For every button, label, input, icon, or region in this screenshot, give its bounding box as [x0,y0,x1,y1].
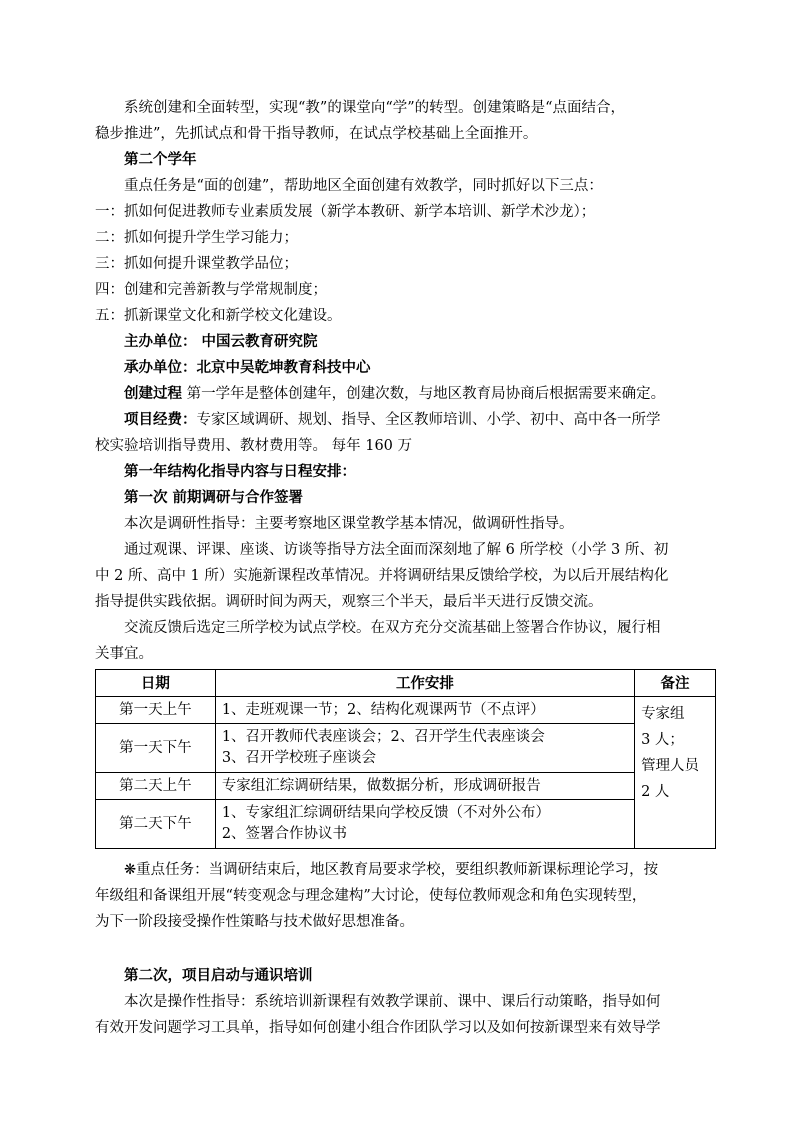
table-row [96,697,716,724]
header-note: 备注 [635,670,716,697]
budget-label: 项目经费： [124,411,197,428]
key-task-line: ❋重点任务：当调研结束后，地区教育局要求学校，要组织教师新课标理论学习，按 [124,862,659,878]
process-label: 创建过程 [124,385,182,402]
undertaker-line: 承办单位：北京中吴乾坤教育科技中心 [124,359,371,376]
paragraph-line: 本次是调研性指导：主要考察地区课堂教学基本情况，做调研性指导。 [124,516,574,532]
paragraph-line: 中 2 所、高中 1 所）实施新课程改革情况。并将调研结果反馈给学校，为以后开展结构化 [95,568,669,584]
paragraph-line: 校实验培训指导费用、教材费用等。 每年 160 万 [95,438,413,454]
list-item: 一：抓如何促进教师专业素质发展（新学本教研、新学本培训、新学术沙龙）； [95,204,596,220]
paragraph-line: 重点任务是“面的创建”，帮助地区全面创建有效教学，同时抓好以下三点： [124,178,603,194]
paragraph-line: 为下一阶段接受操作性策略与技术做好思想准备。 [95,914,414,930]
work-cell: 1、走班观课一节；2、结构化观课两节（不点评） [215,697,634,724]
header-work: 工作安排 [215,670,634,697]
schedule-table [95,669,716,849]
date-cell: 第一天下午 [96,724,216,773]
organizer-line: 主办单位： 中国云教育研究院 [124,333,318,350]
section-heading: 第二个学年 [124,151,197,168]
paragraph-line: 交流反馈后选定三所学校为试点学校。在双方充分交流基础上签署合作协议，履行相 [124,620,661,636]
section-heading: 第一次 前期调研与合作签署 [124,489,304,506]
section-heading: 第二次，项目启动与通识培训 [124,967,313,984]
list-item: 三：抓如何提升课堂教学品位； [95,256,298,272]
date-cell: 第二天下午 [96,800,216,849]
table-row [96,800,716,849]
work-cell: 1、专家组汇综调研结果向学校反馈（不对外公布） 2、签署合作协议书 [215,800,634,849]
date-cell: 第二天上午 [96,773,216,800]
paragraph-line: 指导提供实践依据。调研时间为两天，观察三个半天，最后半天进行反馈交流。 [95,594,603,610]
paragraph-line: 系统创建和全面转型，实现“教”的课堂向“学”的转型。创建策略是“点面结合， [124,100,626,116]
paragraph-line: 关事宜。 [95,646,153,662]
list-item: 五：抓新课堂文化和新学校文化建设。 [95,308,342,324]
paragraph-line: 稳步推进”，先抓试点和骨干指导教师，在试点学校基础上全面推开。 [95,126,538,142]
paragraph-line: 通过观课、评课、座谈、访谈等指导方法全面而深刻地了解 6 所学校（小学 3 所、初 [124,542,669,558]
paragraph-line: 年级组和备课组开展“转变观念与理念建构”大讨论，使每位教师观念和角色实现转型， [95,888,647,904]
budget-line [124,410,744,430]
process-text: 第一学年是整体创建年，创建次数，与地区教育局协商后根据需要来确定。 [182,386,666,402]
date-cell: 第一天上午 [96,697,216,724]
table-header-row [96,670,716,697]
work-cell: 1、召开教师代表座谈会；2、召开学生代表座谈会 3、召开学校班子座谈会 [215,724,634,773]
budget-text: 专家区域调研、规划、指导、全区教师培训、小学、初中、高中各一所学 [196,412,661,428]
list-item: 四：创建和完善新教与学常规制度； [95,282,327,298]
table-row [96,724,716,773]
table-row [96,773,716,800]
note-cell: 专家组 3 人； 管理人员 2 人 [635,697,716,849]
process-line [124,384,744,404]
list-item: 二：抓如何提升学生学习能力； [95,230,298,246]
work-cell: 专家组汇综调研结果，做数据分析，形成调研报告 [215,773,634,800]
header-date: 日期 [96,670,216,697]
paragraph-line: 本次是操作性指导：系统培训新课程有效教学课前、课中、课后行动策略，指导如何 [124,994,661,1010]
section-heading: 第一年结构化指导内容与日程安排： [124,463,356,480]
paragraph-line: 有效开发问题学习工具单，指导如何创建小组合作团队学习以及如何按新课型来有效导学 [95,1020,661,1036]
